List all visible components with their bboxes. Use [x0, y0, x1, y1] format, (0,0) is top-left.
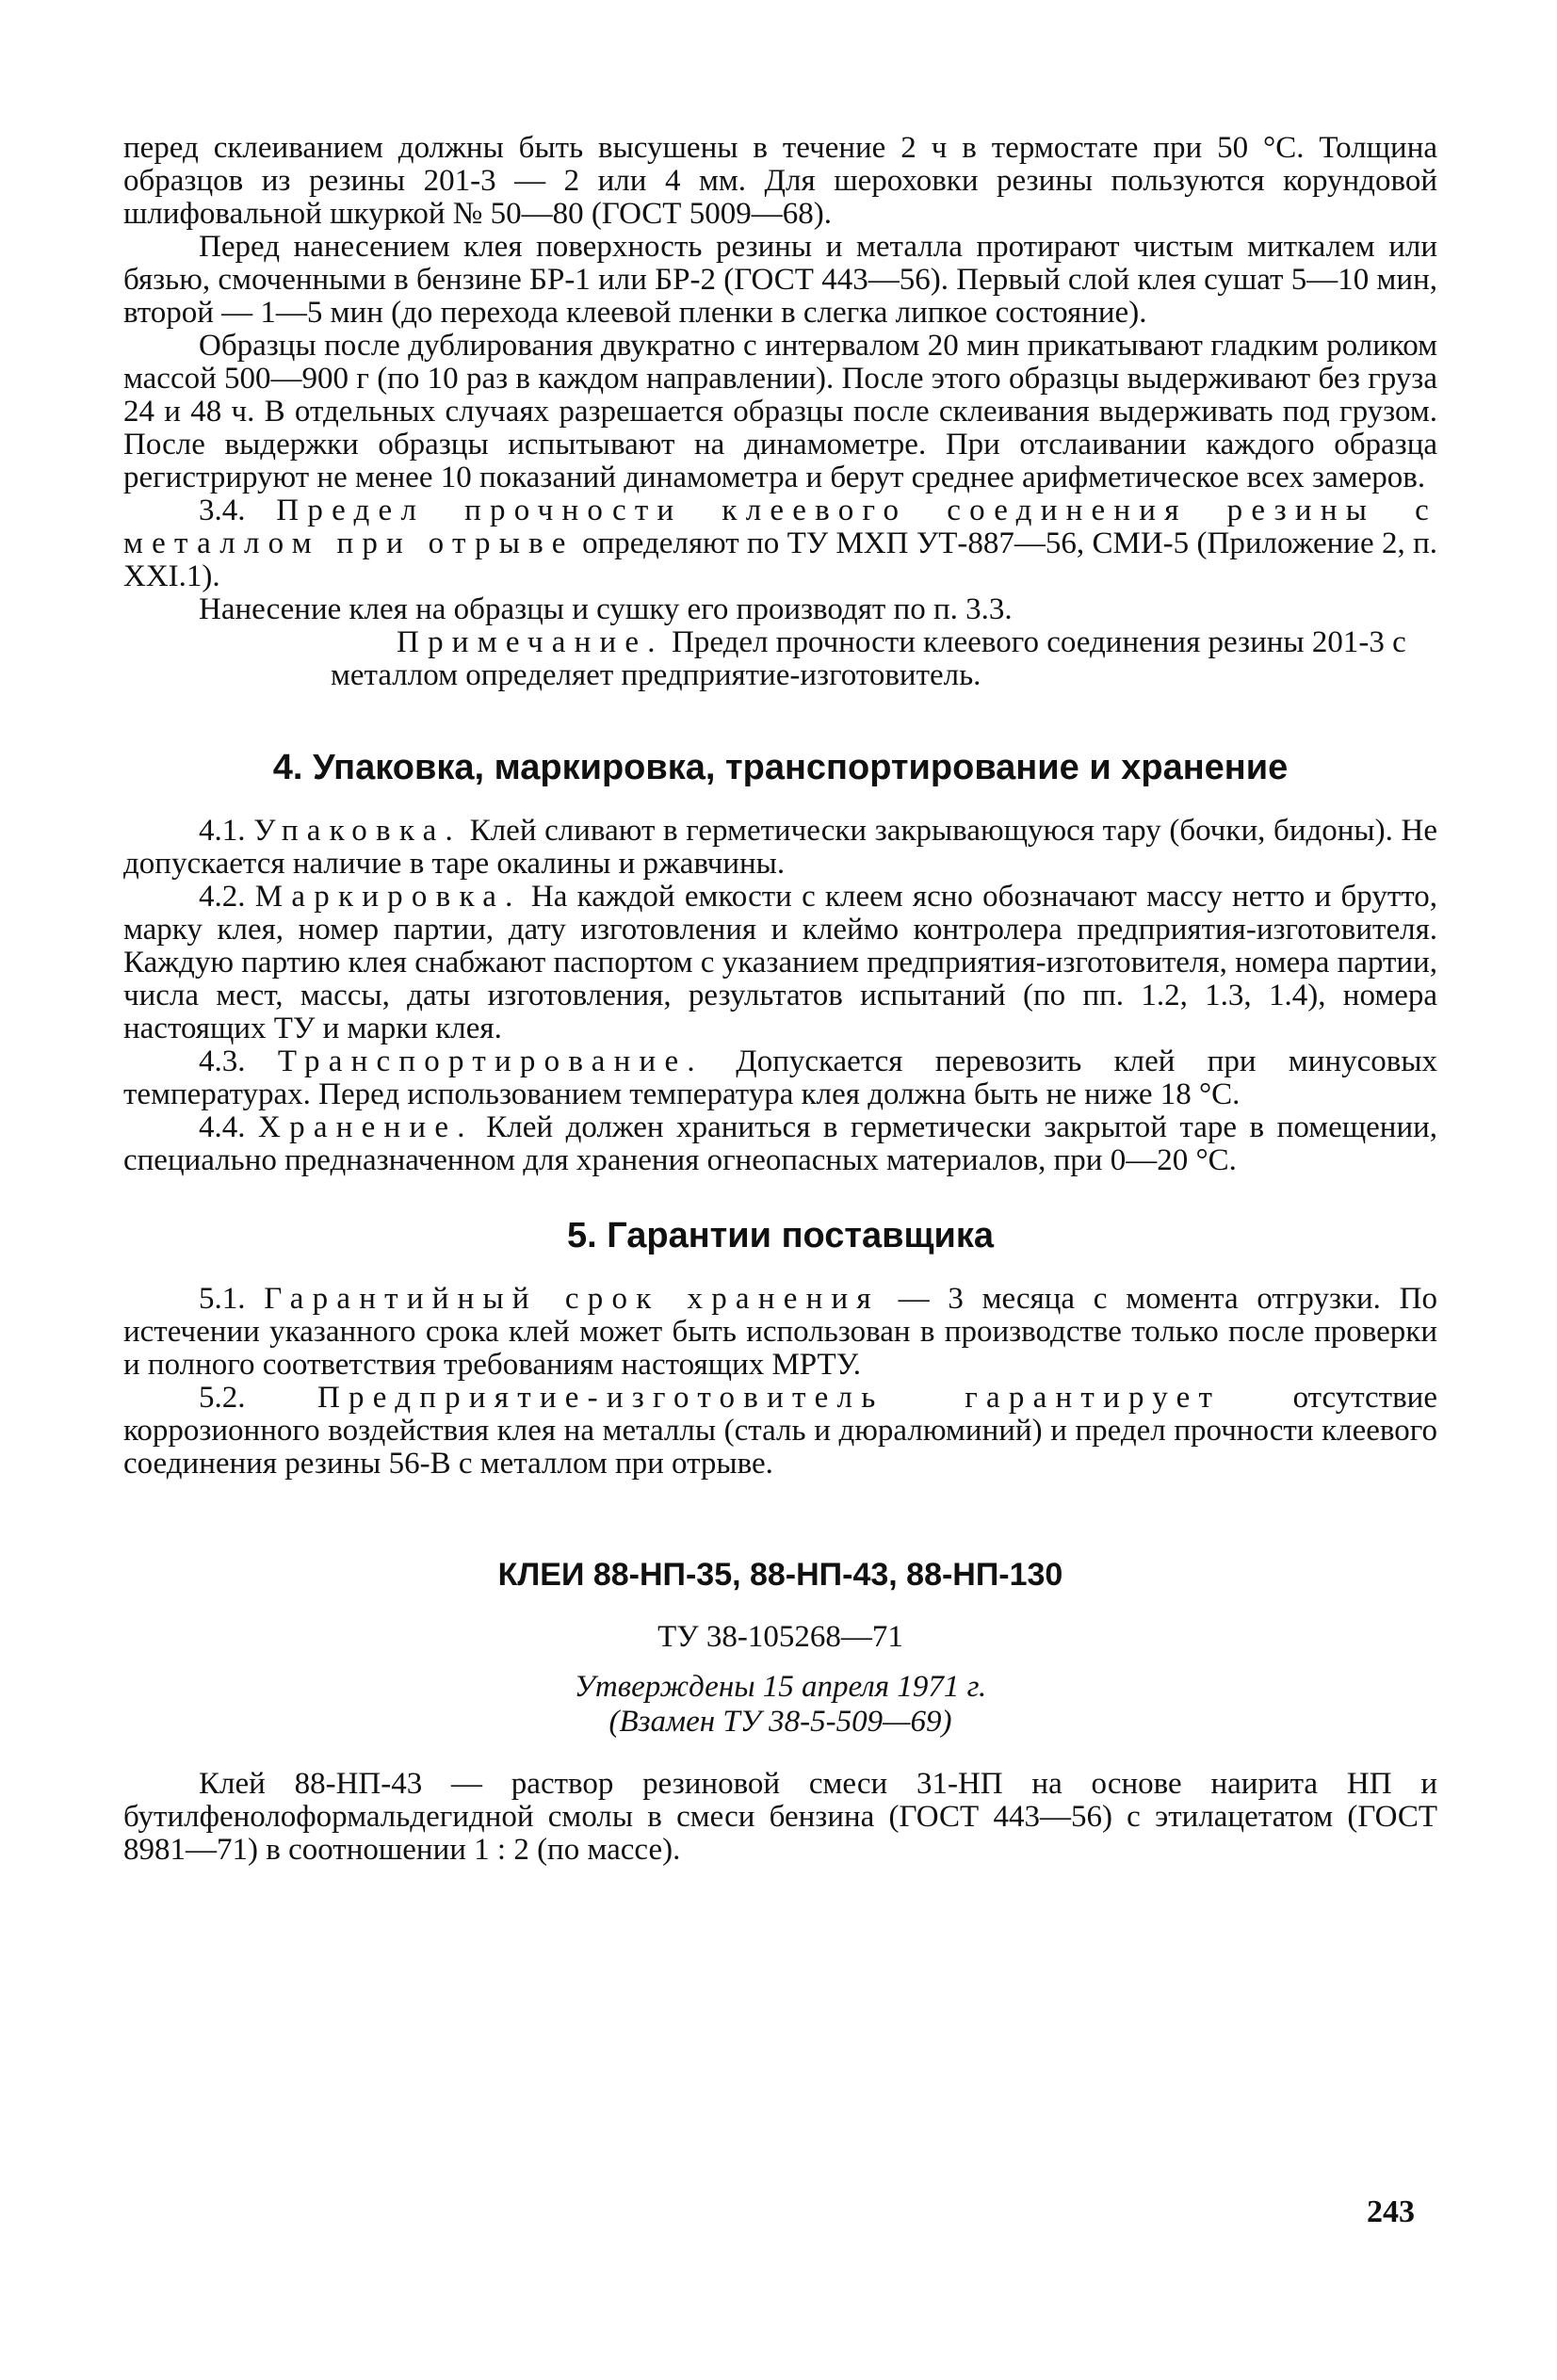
tu-number: ТУ 38-105268—71: [657, 1620, 903, 1654]
note-text: Предел прочности клеевого соединения резины 201-3 с металлом определяет предприятие-изготовитель.: [331, 625, 1406, 692]
section-5-heading: 5. Гарантии поставщика: [566, 1216, 995, 1255]
clause-text: Клей должен храниться в герметически закрытой таре в помещении, специально предназначенном для хранения огнеопасных материалов, при 0—20 °С.: [123, 1110, 1438, 1177]
spaced-term: Хранение.: [258, 1110, 474, 1144]
paragraph-5-2: [123, 1382, 1437, 1481]
paragraph-4-2: [123, 881, 1437, 1045]
clause-text: отсутствие коррозионного воздействия клея на металлы (сталь и дюралюминий) и предел прочности клеевого соединения резины 56-В с металлом при отрыве.: [123, 1381, 1437, 1481]
spaced-term: Предел прочности клеевого соединения резины с металлом при отрыве: [123, 494, 1438, 560]
paragraph-rolling: Образцы после дублирования двукратно с интервалом 20 мин прикатывают гладким роликом массой 500—900 г (по 10 раз в каждом направлении). После этого образцы выдерживают без груза 24 и 48 ч. В отдельных случаях разрешается образцы после склеивания выдерживать под грузом. После выдержки образцы испытывают на динамометре. При отслаивании каждого образца регистрируют не менее 10 показаний динамометра и берут среднее арифметическое всех замеров.: [123, 329, 1437, 494]
clause-text: определяют по ТУ МХП УТ-887—56, СМИ-5 (Приложение 2, п. XXI.1).: [123, 526, 1438, 593]
spaced-term: Транспортирование.: [277, 1044, 704, 1078]
section-4-heading: 4. Упаковка, маркировка, транспортирование и хранение: [272, 748, 1289, 787]
paragraph-glue-description: Клей 88-НП-43 — раствор резиновой смеси 31-НП на основе наирита НП и бутилфенолоформальдегидной смолы в смеси бензина (ГОСТ 443—56) с этилацетатом (ГОСТ 8981—71) в соотношении 1 : 2 (по массе).: [123, 1767, 1437, 1867]
note: [123, 626, 1437, 692]
clause-number: 4.2.: [199, 880, 246, 914]
clause-number: 3.4.: [199, 494, 246, 527]
paragraph-4-3: [123, 1045, 1437, 1111]
glue-heading: КЛЕИ 88-НП-35, 88-НП-43, 88-НП-130: [497, 1557, 1063, 1593]
paragraph-3-4: [123, 494, 1437, 593]
clause-text: — 3 месяца с момента отгрузки. По истечении указанного срока клей может быть использован в производстве только после проверки и полного соответствия требованиям настоящих МРТУ.: [123, 1282, 1438, 1382]
paragraph-4-1: [123, 815, 1437, 881]
clause-text: На каждой емкости с клеем ясно обозначают массу нетто и брутто, марку клея, номер партии, дату изготовления и клеймо контролера предприятия-изготовителя. Каждую партию клея снабжают паспортом с указанием предприятия-изготовителя, номера партии, числа мест, массы, даты изготовления, результатов испытаний (по пп. 1.2, 1.3, 1.4), номера настоящих ТУ и марки клея.: [123, 880, 1438, 1045]
clause-text: Допускается перевозить клей при минусовых температурах. Перед использованием температура клея должна быть не ниже 18 °С.: [123, 1044, 1438, 1111]
replaces-note: (Взамен ТУ 38-5-509—69): [608, 1705, 952, 1739]
paragraph-5-1: [123, 1283, 1437, 1382]
clause-number: 4.1.: [199, 814, 246, 848]
spaced-term: Маркировка.: [254, 880, 522, 914]
paragraph-surface-prep: Перед нанесением клея поверхность резины и металла протирают чистым миткалем или бязью, смоченными в бензине БР-1 или БР-2 (ГОСТ 443—56). Первый слой клея сушат 5—10 мин, второй — 1—5 мин (до перехода клеевой пленки в слегка липкое состояние).: [123, 230, 1437, 330]
paragraph-continued: перед склеиванием должны быть высушены в течение 2 ч в термостате при 50 °С. Толщина образцов из резины 201-3 — 2 или 4 мм. Для шероховки резины пользуются корундовой шлифовальной шкуркой № 50—80 (ГОСТ 5009—68).: [123, 131, 1437, 231]
spaced-term: Предприятие-изготовитель гарантирует: [316, 1381, 1222, 1415]
clause-text: Клей сливают в герметически закрывающуюся тару (бочки, бидоны). Не допускается наличие в таре окалины и ржавчины.: [123, 814, 1438, 881]
clause-number: 4.3.: [199, 1044, 246, 1078]
spaced-term: Упаковка.: [253, 814, 462, 848]
clause-number: 4.4.: [199, 1110, 246, 1144]
note-label: Примечание.: [397, 625, 664, 659]
paragraph-3-4-application: Нанесение клея на образцы и сушку его производят по п. 3.3.: [199, 592, 1013, 626]
page-number: 243: [1367, 2194, 1415, 2229]
approved-date: Утверждены 15 апреля 1971 г.: [574, 1670, 987, 1704]
page-content: [123, 132, 1437, 1867]
clause-number: 5.1.: [199, 1282, 246, 1316]
paragraph-4-4: [123, 1111, 1437, 1177]
clause-number: 5.2.: [199, 1381, 246, 1415]
spaced-term: Гарантийный срок хранения: [264, 1282, 880, 1316]
